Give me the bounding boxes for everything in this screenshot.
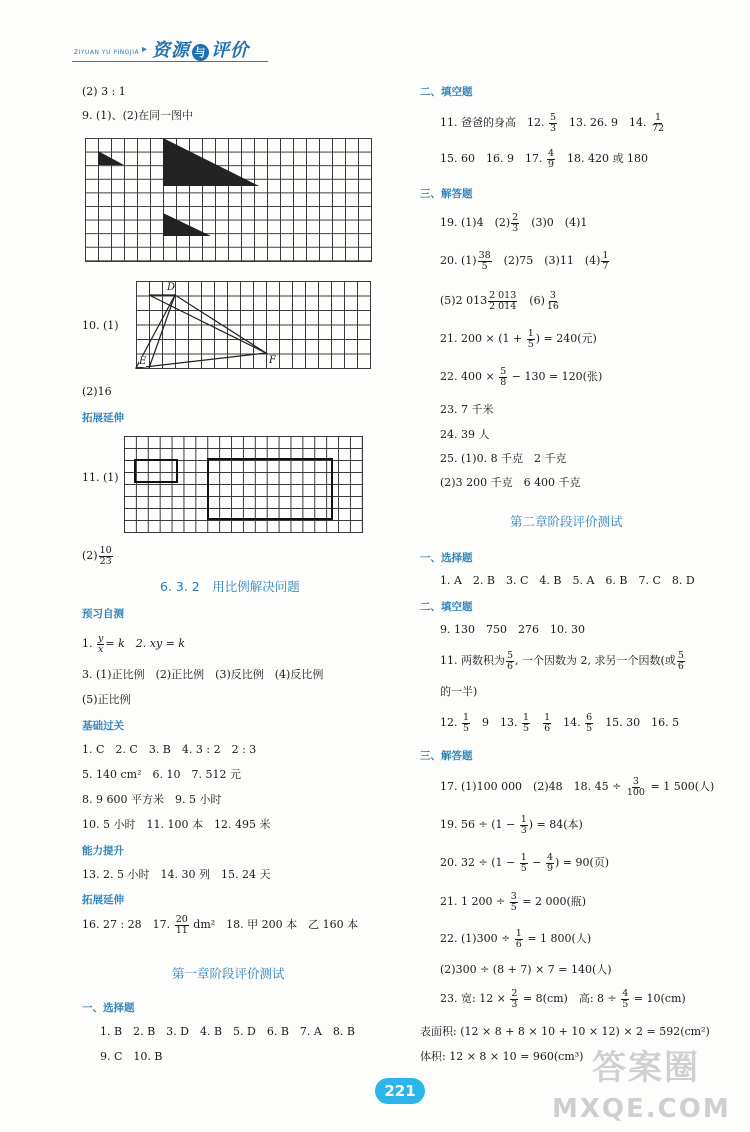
section-heading: 预习自测 bbox=[82, 608, 124, 620]
answer-line: 1. $\frac{y}{x}$ = k 2. xy = k bbox=[82, 632, 186, 655]
answer-line: 9. (1)、(2)在同一图中 bbox=[82, 109, 194, 122]
answer-line: 8. 9 600 平方米 9. 5 小时 bbox=[82, 793, 222, 806]
grid-figure-10 bbox=[136, 281, 371, 369]
answer-line: 11. 两数积为 $\frac{5}{6}$ , 一个因数为 2, 求另一个因数(或 $\frac{5}{6}$ bbox=[440, 649, 684, 672]
fraction: $\frac{2}{3}$ bbox=[511, 987, 518, 1010]
answer-line: 3. (1)正比例 (2)正比例 (3)反比例 (4)反比例 bbox=[82, 668, 324, 681]
fraction: $\frac{1}{5}$ bbox=[523, 711, 530, 734]
answer-line: 10. 5 小时 11. 100 本 12. 495 米 bbox=[82, 818, 271, 831]
watermark-top: 答案圈 bbox=[592, 1048, 700, 1088]
answer-line: (2) $\frac{10}{23}$ bbox=[82, 544, 112, 567]
arrow-icon: ▸ bbox=[142, 44, 148, 55]
section-title: 6. 3. 2 用比例解决问题 bbox=[160, 579, 300, 594]
answer-line: 15. 60 16. 9 17. $\frac{4}{9}$ 18. 420 或 180 bbox=[440, 147, 649, 170]
fraction: $\frac{5}{6}$ bbox=[677, 649, 684, 672]
vertex-d-label: D bbox=[167, 282, 176, 293]
section-heading: 拓展延伸 bbox=[82, 412, 124, 424]
answer-line: 22. 400 × $\frac{5}{8}$ − 130 = 120(张) bbox=[440, 365, 603, 388]
fraction: $\frac{10}{23}$ bbox=[99, 544, 112, 567]
fraction: $\frac{1}{6}$ bbox=[544, 711, 551, 734]
header-title bbox=[152, 36, 249, 62]
small-rectangle bbox=[134, 459, 178, 483]
answer-line: 12. $\frac{1}{5}$ 9 13. $\frac{1}{5}$ $\frac{1}{6}$ 14. $\frac{6}{5}$ 15. 30 16. 5 bbox=[440, 711, 680, 734]
fraction: $\frac{1}{3}$ bbox=[520, 813, 527, 836]
large-rectangle bbox=[207, 458, 333, 520]
page-header bbox=[72, 34, 272, 68]
fraction: $\frac{1}{7}$ bbox=[602, 249, 609, 272]
answer-line: (2)16 bbox=[82, 385, 112, 398]
answer-line: 1. B 2. B 3. D 4. B 5. D 6. B 7. A 8. B bbox=[100, 1025, 355, 1038]
answer-line: 25. (1)0. 8 千克 2 千克 bbox=[440, 452, 567, 465]
answer-line: 23. 宽: 12 × $\frac{2}{3}$ = 8(cm) 高: 8 ÷ $\frac{4}{5}$ = 10(cm) bbox=[440, 987, 686, 1010]
triangle-def bbox=[136, 281, 370, 368]
section-heading: 一、选择题 bbox=[82, 1002, 135, 1014]
small-triangle bbox=[98, 151, 124, 165]
fraction: $\frac{5}{8}$ bbox=[500, 365, 507, 388]
fraction: $\frac{3}{100}$ bbox=[626, 775, 645, 798]
answer-line: 9. 130 750 276 10. 30 bbox=[440, 623, 585, 636]
fraction: $\frac{3}{16}$ bbox=[546, 289, 559, 312]
answer-line: 表面积: (12 × 8 + 8 × 10 + 10 × 12) × 2 = 592(cm²) bbox=[420, 1025, 710, 1038]
fraction: $\frac{20}{11}$ bbox=[175, 913, 188, 936]
triangle-outline bbox=[136, 295, 266, 368]
answer-line: 19. 56 ÷ (1 − $\frac{1}{3}$ ) = 84(本) bbox=[440, 813, 583, 836]
fraction: $\frac{1}{72}$ bbox=[652, 111, 665, 134]
answer-line: 16. 27 : 28 17. $\frac{20}{11}$ dm² 18. 甲 200 本 乙 160 本 bbox=[82, 913, 359, 936]
fraction: $\frac{4}{5}$ bbox=[622, 987, 629, 1010]
fraction: $\frac{1}{6}$ bbox=[515, 927, 522, 950]
fraction: $\frac{2 013}{2 014}$ bbox=[489, 289, 517, 312]
fraction: $\frac{5}{3}$ bbox=[549, 111, 557, 134]
section-heading: 二、填空题 bbox=[420, 86, 473, 98]
section-heading: 二、填空题 bbox=[420, 601, 473, 613]
answer-line: 5. 140 cm² 6. 10 7. 512 元 bbox=[82, 768, 241, 781]
answer-line: 23. 7 千米 bbox=[440, 403, 494, 416]
section-heading: 三、解答题 bbox=[420, 750, 473, 762]
fraction: $\frac{y}{x}$ bbox=[98, 632, 104, 655]
large-triangle bbox=[163, 138, 259, 186]
answer-line: 22. (1)300 ÷ $\frac{1}{6}$ = 1 800(人) bbox=[440, 927, 592, 950]
section-heading: 能力提升 bbox=[82, 845, 124, 857]
vertex-e-label: E bbox=[139, 356, 147, 367]
vertex-f-label: F bbox=[269, 355, 276, 366]
question-label: 10. (1) bbox=[82, 319, 119, 332]
answer-line: 21. 1 200 ÷ $\frac{3}{5}$ = 2 000(瓶) bbox=[440, 890, 587, 913]
answer-line: 21. 200 × (1 + $\frac{1}{5}$ ) = 240(元) bbox=[440, 327, 597, 350]
answer-line: 1. A 2. B 3. C 4. B 5. A 6. B 7. C 8. D bbox=[440, 574, 695, 587]
grid-figure-11 bbox=[124, 436, 363, 533]
answer-line: 13. 2. 5 小时 14. 30 列 15. 24 天 bbox=[82, 868, 271, 881]
fraction: $\frac{4}{9}$ bbox=[546, 851, 554, 874]
section-title: 第二章阶段评价测试 bbox=[510, 514, 623, 529]
answer-line: 体积: 12 × 8 × 10 = 960(cm³) bbox=[420, 1050, 584, 1063]
fraction: $\frac{38}{5}$ bbox=[478, 249, 491, 272]
answer-line: 20. 32 ÷ (1 − $\frac{1}{5}$ − $\frac{4}{9}$ ) = 90(页) bbox=[440, 851, 610, 874]
reduced-triangle bbox=[163, 213, 211, 236]
answer-line: 的一半) bbox=[440, 685, 478, 698]
fraction: $\frac{6}{5}$ bbox=[586, 711, 593, 734]
answer-line: 1. C 2. C 3. B 4. 3 : 2 2 : 3 bbox=[82, 743, 257, 756]
fraction: $\frac{5}{6}$ bbox=[507, 649, 514, 672]
fraction: $\frac{4}{9}$ bbox=[547, 147, 555, 170]
answer-line: 17. (1)100 000 (2)48 18. 45 ÷ $\frac{3}{100}$ = 1 500(人) bbox=[440, 775, 715, 798]
fraction: $\frac{3}{5}$ bbox=[510, 890, 517, 913]
fraction: $\frac{2}{3}$ bbox=[512, 211, 519, 234]
section-heading: 三、解答题 bbox=[420, 188, 473, 200]
header-title-and: 与 bbox=[192, 44, 209, 61]
header-title-part1: 资源 bbox=[152, 40, 190, 61]
section-title: 第一章阶段评价测试 bbox=[172, 966, 285, 981]
triangle-shapes bbox=[85, 138, 371, 261]
answer-line: (2)3 200 千克 6 400 千克 bbox=[440, 476, 581, 489]
answer-line: (5)2 013 $\frac{2 013}{2 014}$ (6) $\frac{3}{16}$ bbox=[440, 289, 559, 312]
fraction: $\frac{1}{5}$ bbox=[520, 851, 527, 874]
question-label: 11. (1) bbox=[82, 471, 119, 484]
section-heading: 基础过关 bbox=[82, 720, 124, 732]
watermark-bottom: MXQE.COM bbox=[552, 1094, 731, 1124]
fraction: $\frac{1}{5}$ bbox=[463, 711, 470, 734]
answer-line: (2) 3 : 1 bbox=[82, 85, 126, 98]
page-number: 221 bbox=[375, 1078, 425, 1104]
answer-line: (2)300 ÷ (8 + 7) × 7 = 140(人) bbox=[440, 963, 612, 976]
header-title-part2: 评价 bbox=[211, 40, 249, 61]
section-heading: 一、选择题 bbox=[420, 552, 473, 564]
answer-line: 24. 39 人 bbox=[440, 428, 490, 441]
grid-figure-9 bbox=[85, 138, 372, 262]
triangle-edge bbox=[149, 295, 266, 368]
answer-line: 9. C 10. B bbox=[100, 1050, 163, 1063]
section-heading: 拓展延伸 bbox=[82, 894, 124, 906]
header-subtitle: ZIYUAN YU PINGJIA bbox=[74, 49, 140, 56]
answer-line: 20. (1) $\frac{38}{5}$ (2)75 (3)11 (4) $\frac{1}{7}$ bbox=[440, 249, 609, 272]
fraction: $\frac{1}{5}$ bbox=[527, 327, 534, 350]
answer-line: 11. 爸爸的身高 12. $\frac{5}{3}$ 13. 26. 9 14. $\frac{1}{72}$ bbox=[440, 111, 665, 134]
answer-line: (5)正比例 bbox=[82, 693, 131, 706]
answer-line: 19. (1)4 (2) $\frac{2}{3}$ (3)0 (4)1 bbox=[440, 211, 588, 234]
